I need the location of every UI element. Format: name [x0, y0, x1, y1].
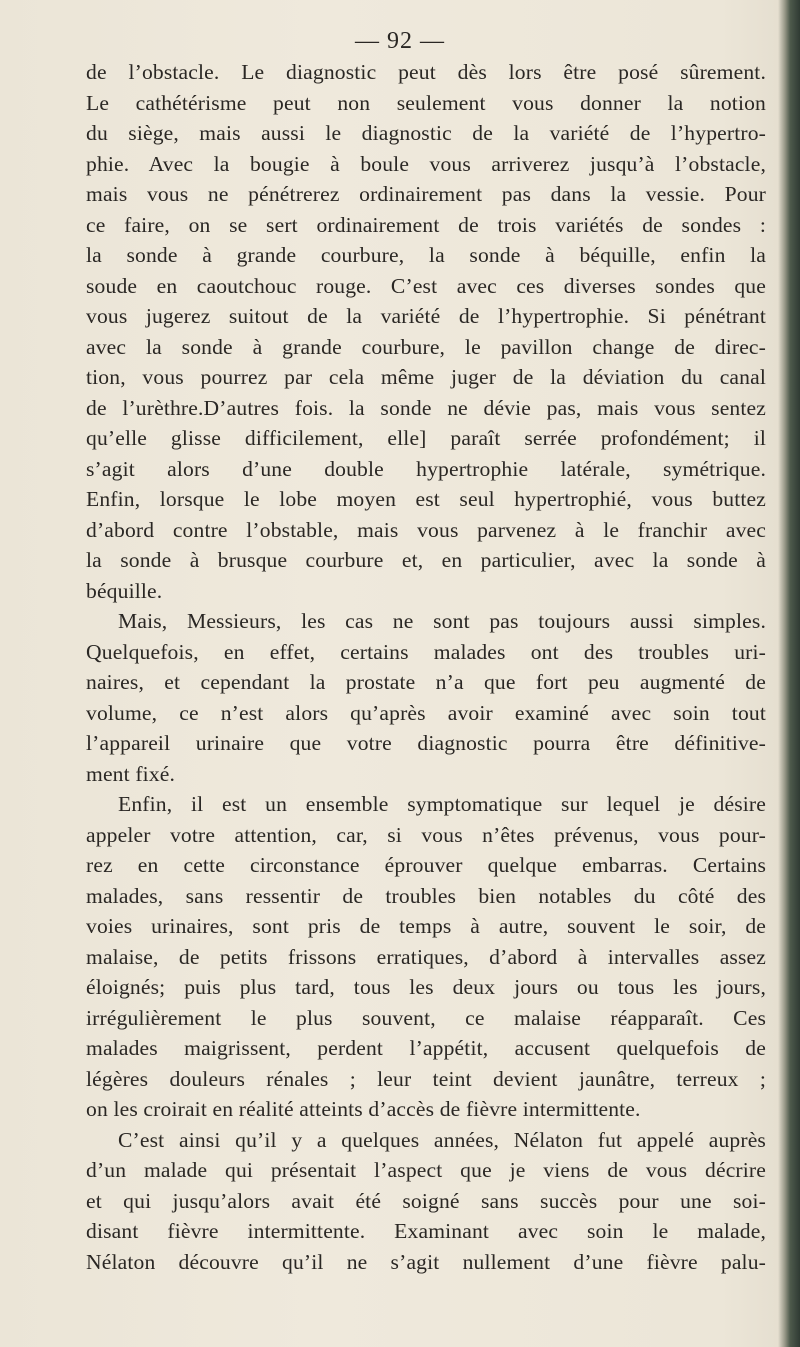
text-line: qu’elle glisse difficilement, elle] paraît serrée profondément; il [86, 426, 766, 450]
text-line: éloignés; puis plus tard, tous les deux jours ou tous les jours, [86, 975, 766, 999]
text-line: naires, et cependant la prostate n’a que fort peu augmenté de [86, 670, 766, 694]
text-line: soude en caoutchouc rouge. C’est avec ces diverses sondes que [86, 273, 766, 298]
text-line: s’agit alors d’une double hypertrophie latérale, symétrique. [86, 456, 766, 481]
page-number-header: — 92 — [355, 28, 445, 54]
text-line: et qui jusqu’alors avait été soigné sans succès pour une soi- [86, 1188, 766, 1213]
text-line: vous jugerez suitout de la variété de l’hypertrophie. Si pénétrant [86, 304, 766, 328]
text-line: du siège, mais aussi le diagnostic de la variété de l’hypertro- [86, 121, 766, 145]
text-line: malades, sans ressentir de troubles bien notables du côté des [86, 883, 766, 908]
body-text [86, 57, 766, 1277]
text-line: ce faire, on se sert ordinairement de trois variétés de sondes : [86, 212, 766, 237]
text-line: la sonde à grande courbure, la sonde à béquille, enfin la [86, 243, 766, 267]
text-line: béquille. [86, 578, 163, 603]
text-line: Mais, Messieurs, les cas ne sont pas toujours aussi simples. [118, 609, 766, 633]
text-line: Enfin, lorsque le lobe moyen est seul hypertrophié, vous buttez [86, 487, 766, 511]
text-line: appeler votre attention, car, si vous n’êtes prévenus, vous pour- [86, 822, 766, 847]
text-line: disant fièvre intermittente. Examinant avec soin le malade, [86, 1219, 766, 1243]
text-line: légères douleurs rénales ; leur teint devient jaunâtre, terreux ; [86, 1066, 766, 1091]
text-line: volume, ce n’est alors qu’après avoir examiné avec soin tout [86, 700, 766, 725]
text-line: Nélaton découvre qu’il ne s’agit nullement d’une fièvre palu- [86, 1249, 766, 1274]
text-line: de l’urèthre.D’autres fois. la sonde ne dévie pas, mais vous sentez [86, 395, 766, 420]
text-line: Quelquefois, en effet, certains malades ont des troubles uri- [86, 639, 766, 664]
text-line: rez en cette circonstance éprouver quelque embarras. Certains [86, 853, 766, 877]
text-line: l’appareil urinaire que votre diagnostic pourra être définitive- [86, 731, 766, 755]
text-line: avec la sonde à grande courbure, le pavillon change de direc- [86, 334, 766, 359]
text-line: tion, vous pourrez par cela même juger de la déviation du canal [86, 365, 766, 389]
text-line: d’un malade qui présentait l’aspect que je viens de vous décrire [86, 1158, 766, 1182]
text-line: voies urinaires, sont pris de temps à autre, souvent le soir, de [86, 914, 766, 938]
text-line: Le cathétérisme peut non seulement vous donner la notion [86, 90, 766, 115]
text-line: on les croirait en réalité atteints d’accès de fièvre intermittente. [86, 1097, 641, 1121]
text-line: phie. Avec la bougie à boule vous arriverez jusqu’à l’obstacle, [86, 151, 766, 176]
text-line: ment fixé. [86, 761, 176, 786]
text-line: C’est ainsi qu’il y a quelques années, Nélaton fut appelé auprès [118, 1127, 766, 1152]
text-line: de l’obstacle. Le diagnostic peut dès lors être posé sûrement. [86, 60, 766, 84]
text-line: irrégulièrement le plus souvent, ce malaise réapparaît. Ces [86, 1005, 766, 1030]
text-line: la sonde à brusque courbure et, en particulier, avec la sonde à [86, 548, 766, 572]
page-edge-shadow [778, 0, 800, 1347]
text-line: malades maigrissent, perdent l’appétit, accusent quelquefois de [86, 1036, 766, 1060]
text-line: Enfin, il est un ensemble symptomatique sur lequel je désire [118, 792, 766, 816]
text-line: d’abord contre l’obstable, mais vous parvenez à le franchir avec [86, 517, 766, 542]
text-line: mais vous ne pénétrerez ordinairement pas dans la vessie. Pour [86, 182, 766, 206]
text-line: malaise, de petits frissons erratiques, d’abord à intervalles assez [86, 944, 766, 969]
